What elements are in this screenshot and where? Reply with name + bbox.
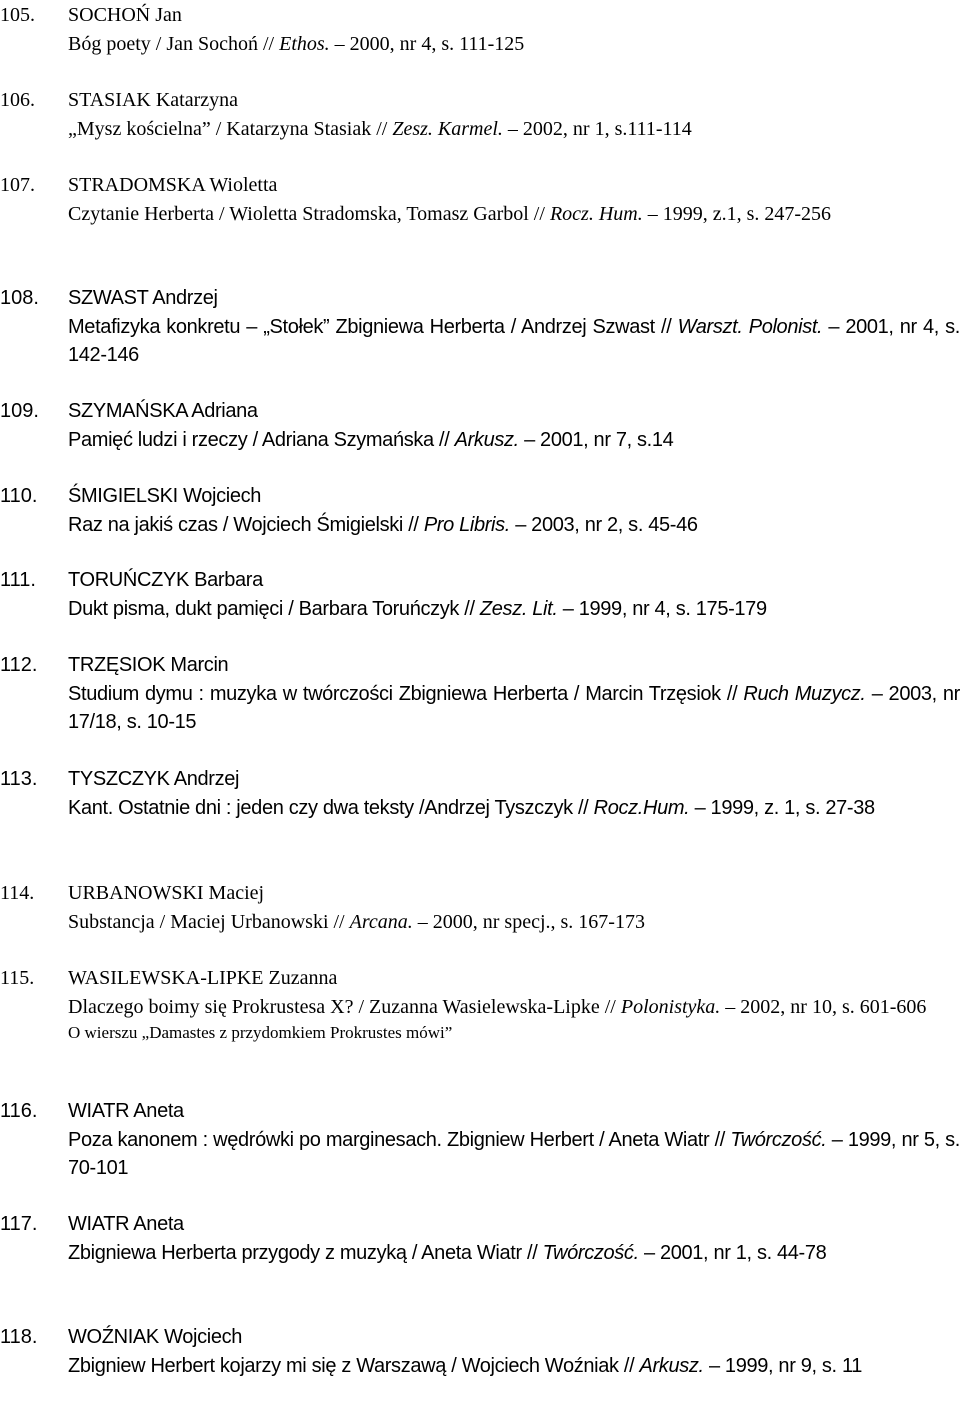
entry-journal: Rocz.Hum. [593, 796, 690, 819]
entry-journal: Zesz. Karmel. [392, 117, 503, 140]
entry-citation [68, 511, 960, 540]
entry-journal: Pro Libris. [423, 513, 510, 536]
entry-journal: Ethos. [279, 32, 330, 55]
entry-citation [68, 1239, 960, 1268]
entry-title: Bóg poety / Jan Sochoń // [68, 32, 280, 55]
entry-author: WIATR Aneta [68, 1100, 184, 1122]
entry-details: – 2003, nr 2, s. 45-46 [510, 513, 698, 536]
entry-title: Kant. Ostatnie dni : jeden czy dwa teksty /Andrzej Tyszczyk // [68, 796, 594, 819]
entry-author: URBANOWSKI Maciej [68, 882, 265, 904]
entry-details: – 2002, nr 1, s.111-114 [502, 117, 692, 140]
entry-journal: Ruch Muzycz. [743, 682, 866, 705]
entry-citation [68, 30, 960, 59]
entry-note: O wierszu „Damastes z przydomkiem Prokrustes mówi” [68, 1023, 453, 1042]
entry-details: – 1999, nr 9, s. 11 [703, 1354, 863, 1377]
entry-title: Poza kanonem : wędrówki po marginesach. Zbigniew Herbert / Aneta Wiatr // [68, 1128, 731, 1151]
entry-citation [68, 426, 960, 455]
entry-author: SZWAST Andrzej [68, 287, 218, 309]
entry-author: TYSZCZYK Andrzej [68, 768, 240, 790]
entry-number: 106. [0, 89, 35, 111]
entry-citation [68, 794, 960, 823]
entry-number: 118. [0, 1326, 38, 1348]
entry-journal: Warszt. Polonist. [677, 315, 823, 338]
entry-author: TRZĘSIOK Marcin [68, 654, 229, 676]
entry-journal: Arcana. [349, 910, 413, 933]
entry-title: „Mysz kościelna” / Katarzyna Stasiak // [68, 117, 393, 140]
entry-number: 111. [0, 569, 36, 591]
entry-number: 105. [0, 4, 35, 26]
entry-citation [68, 595, 960, 624]
entry-citation [68, 908, 960, 937]
entry-citation [68, 680, 960, 737]
entry-author: ŚMIGIELSKI Wojciech [68, 485, 262, 507]
entry-title: Metafizyka konkretu – „Stołek” Zbigniewa Herberta / Andrzej Szwast // [68, 315, 678, 338]
entry-details: – 2001, nr 7, s.14 [518, 428, 674, 451]
entry-author: SOCHOŃ Jan [68, 4, 182, 26]
entry-citation [68, 993, 960, 1022]
entry-details: – 2000, nr 4, s. 111-125 [329, 32, 525, 55]
entry-journal: Rocz. Hum. [549, 202, 643, 225]
entry-journal: Twórczość. [542, 1241, 639, 1264]
entry-number: 115. [0, 967, 35, 989]
entry-details: – 1999, z.1, s. 247-256 [642, 202, 832, 225]
entry-details: – 1999, z. 1, s. 27-38 [689, 796, 875, 819]
entry-number: 108. [0, 287, 39, 309]
entry-number: 110. [0, 485, 38, 507]
entry-title: Raz na jakiś czas / Wojciech Śmigielski // [68, 513, 424, 536]
entry-title: Zbigniew Herbert kojarzy mi się z Warszawą / Wojciech Woźniak // [68, 1354, 640, 1377]
entry-number: 117. [0, 1213, 38, 1235]
entry-number: 114. [0, 882, 35, 904]
entry-journal: Twórczość. [730, 1128, 827, 1151]
entry-number: 109. [0, 400, 39, 422]
entry-author: STASIAK Katarzyna [68, 89, 239, 111]
entry-author: WOŹNIAK Wojciech [68, 1326, 243, 1348]
entry-details: – 2001, nr 1, s. 44-78 [638, 1241, 827, 1264]
entry-number: 113. [0, 768, 38, 790]
entry-title: Pamięć ludzi i rzeczy / Adriana Szymańska // [68, 428, 455, 451]
entry-citation [68, 1126, 960, 1183]
entry-citation [68, 200, 960, 229]
entry-number: 112. [0, 654, 38, 676]
entry-details: – 2001, nr 4, s. 142-146 [68, 315, 960, 366]
entry-details: – 2003, nr 17/18, s. 10-15 [68, 682, 960, 733]
entry-author: WASILEWSKA-LIPKE Zuzanna [68, 967, 338, 989]
entry-details: – 2002, nr 10, s. 601-606 [720, 995, 927, 1018]
entry-citation [68, 1352, 960, 1381]
entry-citation [68, 313, 960, 370]
entry-title: Dukt pisma, dukt pamięci / Barbara Toruńczyk // [68, 597, 480, 620]
entry-author: TORUŃCZYK Barbara [68, 569, 263, 591]
entry-author: STRADOMSKA Wioletta [68, 174, 278, 196]
entry-title: Zbigniewa Herberta przygody z muzyką / Aneta Wiatr // [68, 1241, 543, 1264]
entry-journal: Arkusz. [454, 428, 519, 451]
entry-author: SZYMAŃSKA Adriana [68, 400, 258, 422]
entry-journal: Polonistyka. [620, 995, 721, 1018]
entry-author: WIATR Aneta [68, 1213, 184, 1235]
entry-title: Dlaczego boimy się Prokrustesa X? / Zuzanna Wasielewska-Lipke // [68, 995, 621, 1018]
entry-citation [68, 115, 960, 144]
entry-details: – 1999, nr 5, s. 70-101 [68, 1128, 960, 1179]
entry-details: – 1999, nr 4, s. 175-179 [557, 597, 767, 620]
entry-journal: Zesz. Lit. [479, 597, 558, 620]
entry-title: Czytanie Herberta / Wioletta Stradomska, Tomasz Garbol // [68, 202, 550, 225]
entry-journal: Arkusz. [639, 1354, 704, 1377]
entry-number: 107. [0, 174, 35, 196]
entry-title: Substancja / Maciej Urbanowski // [68, 910, 350, 933]
entry-details: – 2000, nr specj., s. 167-173 [412, 910, 645, 933]
entry-number: 116. [0, 1100, 38, 1122]
entry-title: Studium dymu : muzyka w twórczości Zbigniewa Herberta / Marcin Trzęsiok // [68, 682, 744, 705]
